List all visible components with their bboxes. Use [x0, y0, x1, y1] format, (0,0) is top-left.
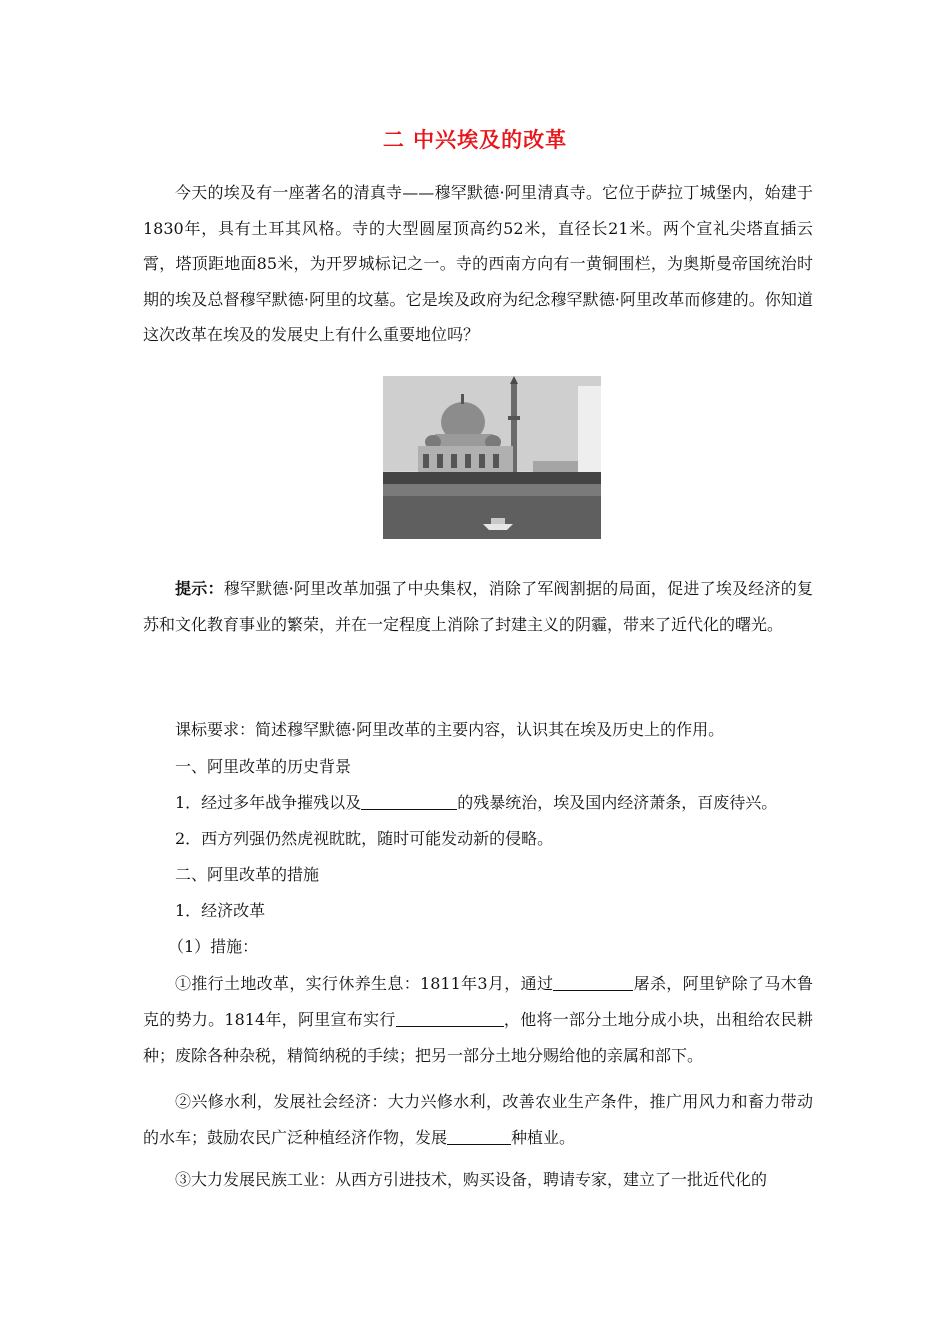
measures-label: （1）措施： — [168, 937, 259, 956]
hint-label: 提示： — [175, 579, 224, 598]
measure1-text-b: 屠杀，阿里铲除了马木鲁克的势力。1814年，阿里宣布实行 — [143, 974, 813, 1029]
fill-blank-2[interactable] — [553, 974, 633, 991]
fill-blank-1[interactable] — [361, 793, 457, 810]
item1-text-b: 的残暴统治，埃及国内经济萧条，百废待兴。 — [457, 793, 778, 812]
curriculum-requirement: 课标要求：简述穆罕默德·阿里改革的主要内容，认识其在埃及历史上的作用。 — [175, 720, 725, 739]
measure-2 — [143, 1084, 813, 1156]
measure2-text-a: ②兴修水利，发展社会经济：大力兴修水利，改善农业生产条件，推广用风力和畜力带动的水车；鼓励农民广泛种植经济作物，发展 — [143, 1092, 813, 1147]
hint-paragraph — [143, 571, 813, 643]
item1-text-a: 1．经过多年战争摧残以及 — [175, 793, 362, 812]
mosque-photo — [383, 376, 601, 539]
measure-1 — [143, 966, 813, 1074]
fill-blank-4[interactable] — [447, 1128, 511, 1145]
measure2-text-b: 种植业。 — [511, 1128, 576, 1147]
section2-heading: 二、阿里改革的措施 — [175, 865, 320, 884]
measure1-text-a: ①推行土地改革，实行休养生息：1811年3月，通过 — [175, 974, 554, 993]
section1-item1 — [143, 791, 855, 815]
hint-text: 穆罕默德·阿里改革加强了中央集权，消除了军阀割据的局面，促进了埃及经济的复苏和文化教育事业的繁荣，并在一定程度上消除了封建主义的阴霾，带来了近代化的曙光。 — [143, 579, 813, 634]
economic-reform-heading: 1．经济改革 — [175, 901, 266, 920]
section1-item2: 2．西方列强仍然虎视眈眈，随时可能发动新的侵略。 — [175, 829, 554, 848]
measure1-text-c: ，他将一部分土地分成小块，出租给农民耕种；废除各种杂税，精简纳税的手续；把另一部分土地分赐给他的亲属和部下。 — [143, 1010, 813, 1065]
measure-3: ③大力发展民族工业：从西方引进技术，购买设备，聘请专家，建立了一批近代化的 — [175, 1170, 768, 1189]
page-title: 二 中兴埃及的改革 — [382, 128, 568, 152]
intro-paragraph: 今天的埃及有一座著名的清真寺——穆罕默德·阿里清真寺。它位于萨拉丁城堡内，始建于1830年，具有土耳其风格。寺的大型圆屋顶高约52米，直径长21米。两个宣礼尖塔直插云霄，塔顶距地面85米，为开罗城标记之一。寺的西南方向有一黄铜围栏，为奥斯曼帝国统治时期的埃及总督穆罕默德·阿里的坟墓。它是埃及政府为纪念穆罕默德·阿里改革而修建的。你知道这次改革在埃及的发展史上有什么重要地位吗？ — [143, 183, 813, 345]
section1-heading: 一、阿里改革的历史背景 — [175, 757, 352, 776]
fill-blank-3[interactable] — [396, 1010, 504, 1027]
